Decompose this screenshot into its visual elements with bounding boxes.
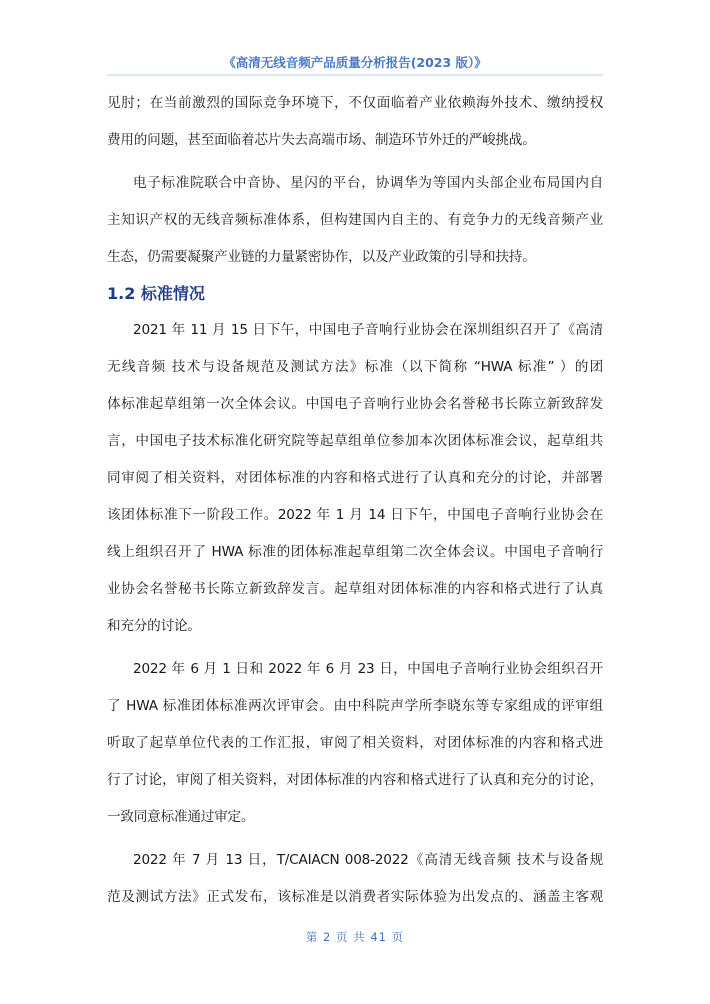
header-divider xyxy=(107,74,603,76)
text-line: 体标准起草组第一次全体会议。中国电子音响行业协会名誉秘书长陈立新致辞发 xyxy=(107,396,603,412)
text-line: 了 HWA 标准团体标准两次评审会。由中科院声学所李晓东等专家组成的评审组 xyxy=(107,698,603,714)
paragraph xyxy=(107,90,603,164)
text-line: 费用的问题，甚至面临着芯片失去高端市场、制造环节外迁的严峻挑战。 xyxy=(107,132,536,148)
paragraph xyxy=(107,317,603,650)
text-line: 线上组织召开了 HWA 标准的团体标准起草组第二次全体会议。中国电子音响行 xyxy=(107,544,603,560)
text-line: 见肘；在当前激烈的国际竞争环境下，不仅面临着产业依赖海外技术、缴纳授权 xyxy=(107,95,603,111)
paragraph xyxy=(107,656,603,841)
text-line: 言，中国电子技术标准化研究院等起草组单位参加本次团体标准会议，起草组共 xyxy=(107,433,603,449)
text-line: 无线音频 技术与设备规范及测试方法》标准（以下简称 “HWA 标准” ）的团 xyxy=(107,359,603,375)
text-line: 听取了起草单位代表的工作汇报，审阅了相关资料，对团体标准的内容和格式进 xyxy=(107,735,603,751)
paragraphs-after xyxy=(107,317,603,921)
text-line: 2022 年 7 月 13 日，T/CAIACN 008-2022《高清无线音频 技术与设备规 xyxy=(133,852,603,868)
text-line: 一致同意标准通过审定。 xyxy=(107,809,255,825)
text-line: 2021 年 11 月 15 日下午，中国电子音响行业协会在深圳组织召开了《高清 xyxy=(133,322,603,338)
text-line: 2022 年 6 月 1 日和 2022 年 6 月 23 日，中国电子音响行业协会组织召开 xyxy=(133,661,603,677)
text-line: 行了讨论，审阅了相关资料，对团体标准的内容和格式进行了认真和充分的讨论， xyxy=(107,772,603,788)
document-body xyxy=(107,90,603,927)
text-line: 和充分的讨论。 xyxy=(107,618,201,634)
text-line: 范及测试方法》正式发布，该标准是以消费者实际体验为出发点的、涵盖主客观 xyxy=(107,889,603,905)
text-line: 该团体标准下一阶段工作。2022 年 1 月 14 日下午，中国电子音响行业协会在 xyxy=(107,507,603,523)
paragraph xyxy=(107,170,603,281)
section-heading: 1.2 标准情况 xyxy=(107,284,205,303)
text-line: 同审阅了相关资料，对团体标准的内容和格式进行了认真和充分的讨论，并部署 xyxy=(107,470,603,486)
text-line: 生态，仍需要凝聚产业链的力量紧密协作，以及产业政策的引导和扶持。 xyxy=(107,249,536,265)
text-line: 电子标准院联合中音协、星闪的平台，协调华为等国内头部企业布局国内自 xyxy=(133,175,603,191)
paragraphs-before xyxy=(107,90,603,281)
page-number: 第 2 页 共 41 页 xyxy=(305,930,405,944)
running-header: 《高清无线音频产品质量分析报告(2023 版）》 xyxy=(223,55,487,70)
text-line: 主知识产权的无线音频标准体系，但构建国内自主的、有竞争力的无线音频产业 xyxy=(107,212,603,228)
paragraph xyxy=(107,847,603,921)
text-line: 业协会名誉秘书长陈立新致辞发言。起草组对团体标准的内容和格式进行了认真 xyxy=(107,581,603,597)
